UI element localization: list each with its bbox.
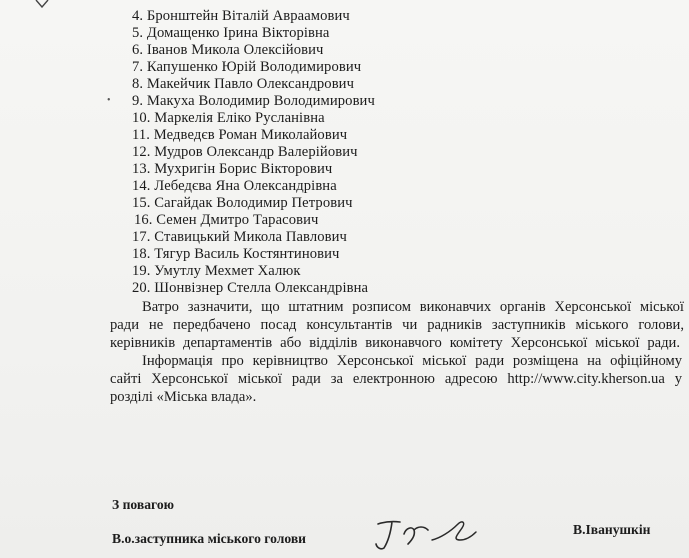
list-item: 20. Шонвізнер Стелла Олександрівна bbox=[132, 280, 369, 296]
list-item: 16. Семен Дмитро Тарасович bbox=[134, 212, 319, 228]
list-item: 4. Бронштейн Віталій Авраамович bbox=[132, 8, 350, 24]
list-item: 12. Мудров Олександр Валерійович bbox=[132, 144, 358, 160]
closing-regards: З повагою bbox=[112, 497, 175, 512]
list-item: 5. Домащенко Ірина Вікторівна bbox=[132, 25, 330, 41]
signer-position: В.о.заступника міського голови bbox=[112, 531, 307, 546]
list-item: 6. Іванов Микола Олексійович bbox=[132, 42, 324, 58]
list-item: 14. Лебедєва Яна Олександрівна bbox=[132, 178, 337, 194]
paragraph-line: Ватро зазначити, що штатним розписом виконавчих органів Херсонської міської bbox=[142, 299, 684, 315]
list-item: 10. Маркелія Еліко Русланівна bbox=[132, 110, 325, 126]
list-item: 17. Ставицький Микола Павлович bbox=[132, 229, 347, 245]
list-item: 13. Мухригін Борис Вікторович bbox=[132, 161, 333, 177]
list-item: 8. Макейчик Павло Олександрович bbox=[132, 76, 355, 92]
list-item: 15. Сагайдак Володимир Петрович bbox=[132, 195, 353, 211]
paragraph-line: розділі «Міська влада». bbox=[110, 389, 257, 405]
paragraph-line: Інформація про керівництво Херсонської міської ради розміщена на офіційному bbox=[142, 353, 682, 369]
list-item: 11. Медведєв Роман Миколайович bbox=[132, 127, 348, 143]
signer-name: В.Іванушкін bbox=[573, 522, 651, 537]
handwritten-signature bbox=[370, 512, 480, 552]
list-item: 7. Капушенко Юрій Володимирович bbox=[132, 59, 362, 75]
scan-mark-icon bbox=[35, 0, 49, 8]
list-item: 18. Тягур Василь Костянтинович bbox=[132, 246, 340, 262]
paragraph-line: сайті Херсонської міської ради за електронною адресою http://www.city.kherson.ua у bbox=[110, 371, 682, 387]
list-item: 9. Макуха Володимир Володимирович bbox=[132, 93, 375, 109]
paragraph-line: ради не передбачено посад консультантів чи радників заступників міського голови, bbox=[110, 317, 684, 333]
margin-dot-icon: • bbox=[107, 95, 111, 106]
list-item: 19. Умутлу Мехмет Халюк bbox=[132, 263, 301, 279]
paragraph-line: керівників департаментів або відділів виконавчого комітету Херсонської міської ради. bbox=[110, 335, 680, 351]
